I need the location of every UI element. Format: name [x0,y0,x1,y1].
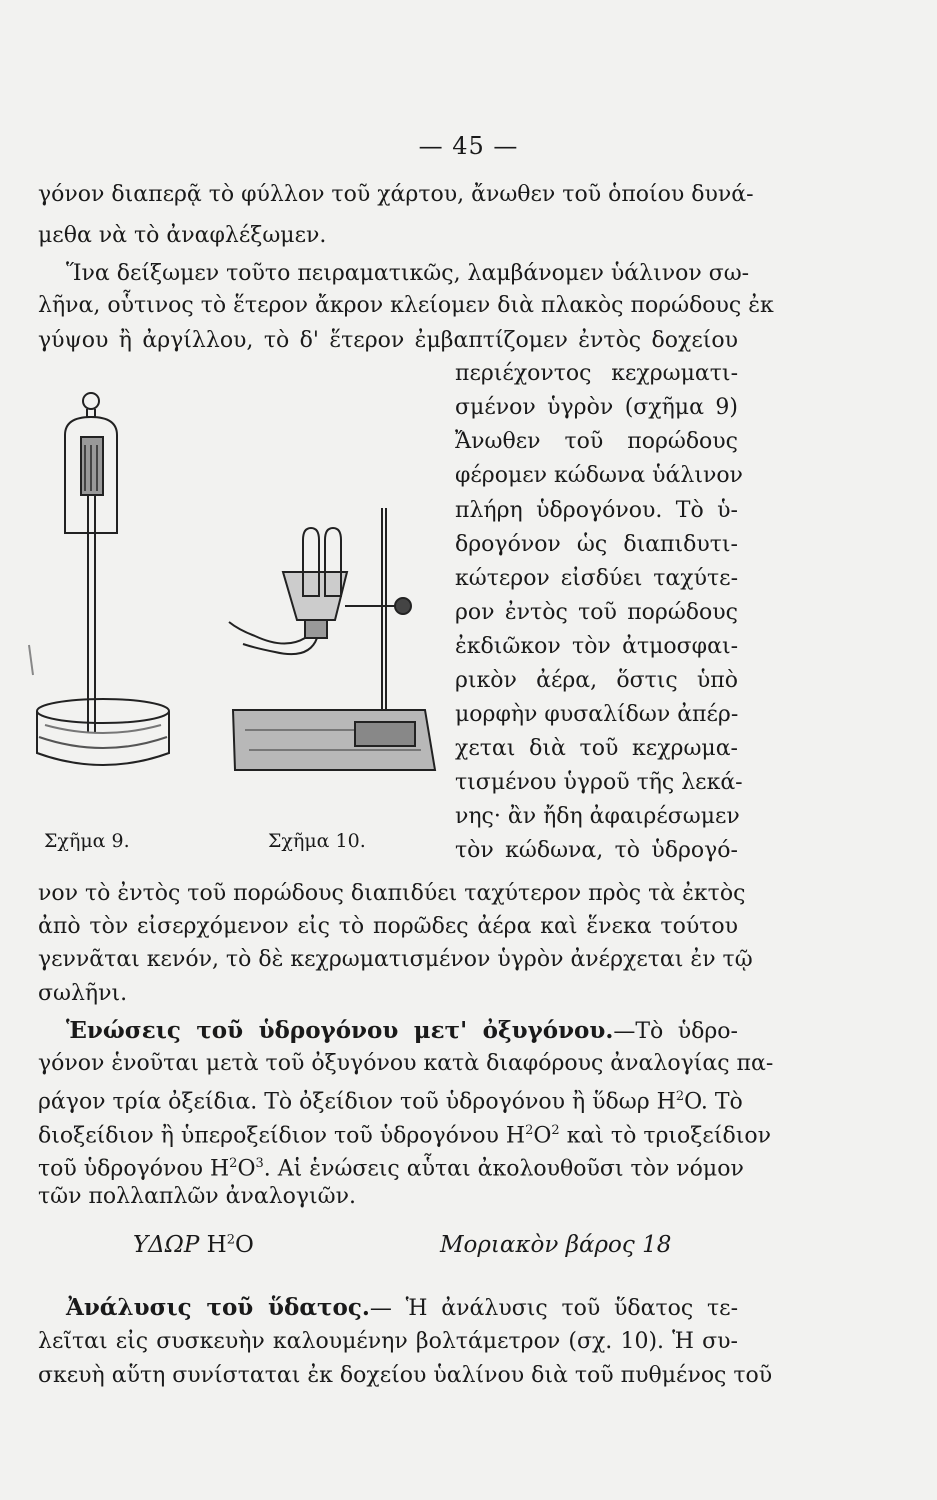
text-line: Ἄνωθεν τοῦ πορώδους [455,429,738,454]
text-line: νης· ἂν ἤδη ἀφαιρέσωμεν [455,804,740,829]
subscript-number: 2 [525,1123,534,1138]
text-span: O [237,1156,256,1182]
text-line: γεννᾶται κενόν, τὸ δὲ κεχρωματισμένον ὑγρὸν ἀνέρχεται ἐν τῷ [38,947,753,972]
formula-o: O [235,1232,254,1258]
formula-h: H [206,1232,227,1258]
text-line: λεῖται εἰς συσκευὴν καλουμένην βολτάμετρον (σχ. 10). Ἡ συ- [38,1329,738,1354]
figure-9-caption: Σχῆμα 9. [44,830,130,852]
text-line [38,1082,743,1117]
text-span: —Τὸ ὑδρο- [613,1019,738,1044]
text-line: τῶν πολλαπλῶν ἀναλογιῶν. [38,1184,356,1209]
text-line: ρον ἐντὸς τοῦ πορώδους [455,600,738,625]
section-heading-line [38,1016,738,1047]
text-line: χεται διὰ τοῦ κεχρωμα- [455,736,738,761]
text-span: τοῦ ὑδρογόνου H [38,1156,230,1182]
text-line: τὸν κώδωνα, τὸ ὑδρογό- [455,838,738,863]
figure-10-caption: Σχῆμα 10. [268,830,366,852]
text-line: ρικὸν ἀέρα, ὅστις ὑπὸ [455,668,738,693]
figure-10-illustration [225,500,455,820]
text-line [38,1116,771,1151]
text-line: τισμένου ὑγροῦ τῆς λεκά- [455,770,743,795]
water-formula [133,1232,254,1258]
text-line: νον τὸ ἐντὸς τοῦ πορώδους διαπιδύει ταχύτερον πρὸς τὰ ἐκτὸς [38,881,746,906]
text-line: μορφὴν φυσαλίδων ἀπέρ- [455,702,739,727]
text-line: φέρομεν κώδωνα ὑάλινον [455,463,743,488]
text-span: ράγον τρία ὀξείδια. Τὸ ὀξείδιον τοῦ ὑδρογόνου ἢ ὕδωρ H [38,1089,676,1115]
text-line: γύψου ἢ ἀργίλλου, τὸ δ' ἕτερον ἐμβαπτίζομεν ἐντὸς δοχείου [38,328,738,353]
page-number: — 45 — [418,132,519,160]
text-span: . Αἱ ἑνώσεις αὗται ἀκολουθοῦσι τὸν νόμον [263,1156,744,1182]
text-line [38,1149,744,1184]
section-heading: Ἀνάλυσις τοῦ ὕδατος. [66,1294,370,1321]
text-line: πλήρη ὑδρογόνου. Τὸ ὑ- [455,498,738,523]
text-span: διοξείδιον ἢ ὑπεροξείδιον τοῦ ὑδρογόνου H [38,1123,526,1149]
text-span: καὶ τὸ τριοξείδιον [559,1123,771,1149]
section-heading: Ἑνώσεις τοῦ ὑδρογόνου μετ' ὀξυγόνου. [66,1017,614,1044]
text-span: — Ἡ ἀνάλυσις τοῦ ὕδατος τε- [369,1296,739,1321]
text-line: ἀπὸ τὸν εἰσερχόμενον εἰς τὸ πορῶδες ἀέρα καὶ ἕνεκα τούτου [38,914,738,939]
text-line: δρογόνον ὡς διαπιδυτι- [455,532,738,557]
text-span: O. Τὸ [684,1089,743,1115]
formula-sup: 2 [226,1232,235,1248]
text-line: σωλῆνι. [38,981,128,1006]
figure-9-illustration [25,385,190,815]
subscript-number: 2 [551,1123,560,1138]
section-heading-line [38,1293,738,1324]
molecular-weight: Μοριακὸν βάρος 18 [440,1232,672,1258]
subscript-number: 3 [255,1156,264,1171]
text-line: κώτερον εἰσδύει ταχύτε- [455,566,738,591]
subscript-number: 2 [675,1089,685,1104]
text-line: μεθα νὰ τὸ ἀναφλέξωμεν. [38,223,327,248]
text-line: σκευὴ αὕτη συνίσταται ἐκ δοχείου ὑαλίνου διὰ τοῦ πυθμένος τοῦ [38,1363,773,1388]
text-line: λῆνα, οὗτινος τὸ ἕτερον ἄκρον κλείομεν διὰ πλακὸς πορώδους ἐκ [38,293,774,318]
subscript-number: 2 [229,1156,238,1171]
text-line: ἐκδιῶκον τὸν ἀτμοσφαι- [455,634,738,659]
formula-name: ΥΔΩΡ [133,1232,200,1258]
text-span: O [533,1123,552,1149]
text-line: σμένον ὑγρὸν (σχῆμα 9) [455,395,738,420]
text-line: γόνον ἑνοῦται μετὰ τοῦ ὀξυγόνου κατὰ διαφόρους ἀναλογίας πα- [38,1051,774,1076]
text-line: Ἵνα δείξωμεν τοῦτο πειραματικῶς, λαμβάνομεν ὑάλινον σω- [66,261,750,286]
text-line: περιέχοντος κεχρωματι- [455,361,738,386]
text-line: γόνον διαπερᾷ τὸ φύλλον τοῦ χάρτου, ἄνωθεν τοῦ ὁποίου δυνά- [38,182,754,207]
